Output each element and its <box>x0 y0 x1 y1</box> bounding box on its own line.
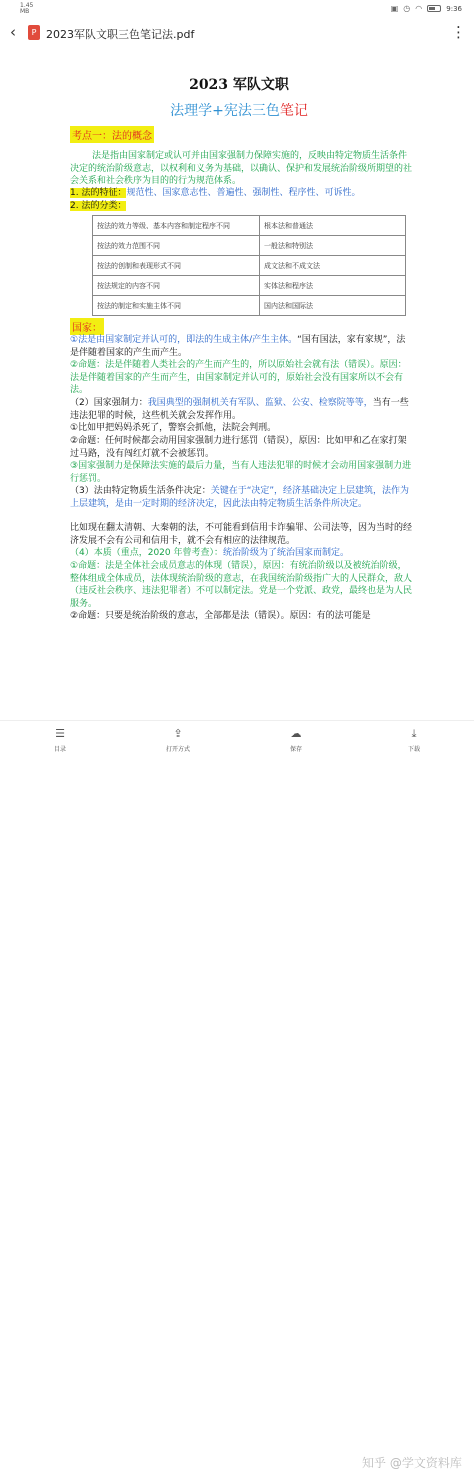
back-chevron-icon[interactable]: ‹ <box>10 23 16 41</box>
state-point-5: ②命题：任何时候都会动用国家强制力进行惩罚（错误），原因：比如甲和乙在家打架过马路，没有闯红灯就不会被惩罚。 <box>70 436 407 459</box>
state-point-3-b: 我国典型的强制机关有军队、监狱、公安、检察院等等， <box>147 398 373 408</box>
table-cell: 国内法和国际法 <box>260 296 406 316</box>
table-cell: 按法的创制和表现形式不同 <box>93 256 260 276</box>
table-cell: 实体法和程序法 <box>260 276 406 296</box>
state-point-8: 比如现在翻太清朝、大秦朝的法，不可能看到信用卡诈骗罪、公司法等，因为当时的经济发展不会有公司和信用卡，就不会有相应的法律规范。 <box>70 523 413 546</box>
state-point-11 <box>70 610 412 623</box>
table-cell: 按法的制定和实施主体不同 <box>93 296 260 316</box>
open-with-button[interactable] <box>158 727 198 753</box>
classification-label: 2. 法的分类： <box>70 201 127 211</box>
save-button[interactable] <box>276 727 316 753</box>
battery-icon <box>427 5 441 12</box>
watermark: 知乎 @学文资料库 <box>362 1456 462 1470</box>
table-row <box>93 276 406 296</box>
state-point-7 <box>70 485 412 510</box>
download-icon: ⤓ <box>411 727 417 740</box>
classification-line <box>70 200 412 213</box>
save-label: 保存 <box>289 746 302 753</box>
definition-paragraph: 法是指由国家制定或认可并由国家强制力保障实施的，反映由特定物质生活条件决定的统治阶级意志，以权利和义务为基础，以确认、保护和发展统治阶级所期望的社会关系和社会秩序为目的的行为规范体系。 <box>70 151 413 186</box>
table-cell: 按法规定的内容不同 <box>93 276 260 296</box>
doc-title: 2023 军队文职 <box>189 77 289 93</box>
state-point-7-b: 关键在于“决定”，经济基础决定上层建筑，法作为上层建筑，是由一定时期的经济决定，因此法由特定物质生活条件所决定。 <box>70 486 410 509</box>
table-cell: 根本法和普通法 <box>260 216 406 236</box>
table-row <box>93 216 406 236</box>
list-icon: ☰ <box>55 727 65 740</box>
state-point-2: ②命题：法是伴随着人类社会的产生而产生的，所以原始社会就有法（错误）。原因：法是伴随着国家的产生而产生，由国家制定并认可的，原始社会没有国家所以不会有法。 <box>70 360 407 395</box>
status-clock: 9:36 <box>446 4 462 13</box>
doc-subtitle-main: 法理学+宪法三色 <box>170 103 280 119</box>
state-point-3-a: （2）国家强制力： <box>70 398 148 408</box>
file-title: 2023军队文职三色笔记法.pdf <box>46 28 195 41</box>
table-cell: 成文法和不成文法 <box>260 256 406 276</box>
pdf-file-icon: P <box>28 25 40 40</box>
features-line <box>70 187 412 200</box>
table-cell: 按法的效力范围不同 <box>93 236 260 256</box>
status-speed-unit: MB <box>20 8 30 15</box>
app-bar <box>0 20 474 46</box>
alarm-icon: ◷ <box>403 4 411 13</box>
download-label: 下载 <box>407 746 420 753</box>
share-icon: ⇪ <box>173 727 183 740</box>
open-with-label: 打开方式 <box>165 746 190 753</box>
table-row <box>93 256 406 276</box>
state-point-3 <box>70 397 412 422</box>
more-options-icon[interactable]: ⋮ <box>451 23 466 41</box>
classification-table <box>92 215 406 316</box>
state-point-3-c: 当有一些违法犯罪的时候，这些机关就会发挥作用。 <box>70 398 409 421</box>
status-speed-value: 1.45 <box>20 2 34 9</box>
section-heading-concept: 考点一：法的概念 <box>70 126 154 143</box>
table-cell: 一般法和特别法 <box>260 236 406 256</box>
state-point-10: ①命题：法是全体社会成员意志的体现（错误），原因：有统治阶级以及被统治阶级，整体组成全体成员，法体现统治阶级的意志，在我国统治阶级指广大的人民群众，敌人（违反社会秩序、违法犯罪者）不可以制定法。党是一个党派、政党，最终也是为人民服务。 <box>70 561 413 609</box>
doc-subtitle-emphasis: 笔记 <box>279 103 308 119</box>
status-network-speed <box>20 3 33 15</box>
state-point-7-a: （3）法由特定物质生活条件决定： <box>70 486 211 496</box>
section-heading-state: 国家： <box>70 318 104 335</box>
state-point-9-a: （4）本质（重点，2020 年曾考查）： <box>70 548 223 558</box>
table-row <box>93 236 406 256</box>
table-row <box>93 296 406 316</box>
status-bar <box>0 0 474 20</box>
state-point-9-b: 统治阶级为了统治国家而制定。 <box>223 548 350 558</box>
table-cell: 按法的效力等级、基本内容和制定程序不同 <box>93 216 260 236</box>
wifi-icon: ◠ <box>415 4 423 13</box>
pdf-page[interactable] <box>66 74 412 634</box>
state-point-4: ①比如甲把妈妈杀死了，警察会抓他，法院会判刑。 <box>70 423 277 433</box>
cloud-save-icon: ☁ <box>290 727 302 740</box>
doc-subtitle <box>66 100 412 120</box>
state-point-6: ③国家强制力是保障法实施的最后力量，当有人违法犯罪的时候才会动用国家强制力进行惩罚。 <box>70 461 412 484</box>
status-icons <box>391 4 462 13</box>
state-point-1 <box>70 334 412 359</box>
toc-label: 目录 <box>53 746 66 753</box>
notification-icon: ▣ <box>390 4 399 13</box>
state-point-11-a: ②命题：只要是统治阶级的意志，全部都是法（错误）。原因：有的法可能是 <box>70 611 371 621</box>
toc-button[interactable] <box>40 727 80 753</box>
state-point-1-b: “国有国法，家有家规”，法是伴随着国家的产生而产生。 <box>70 335 406 358</box>
state-point-9 <box>70 547 412 560</box>
features-value: 规范性、国家意志性、普遍性、强制性、程序性、可诉性。 <box>126 188 361 198</box>
bottom-toolbar <box>0 720 474 1470</box>
download-button[interactable] <box>394 727 434 753</box>
state-point-1-a: ①法是由国家制定并认可的，即法的生成主体/产生主体。 <box>70 335 298 345</box>
features-label: 1. 法的特征： <box>70 188 127 198</box>
